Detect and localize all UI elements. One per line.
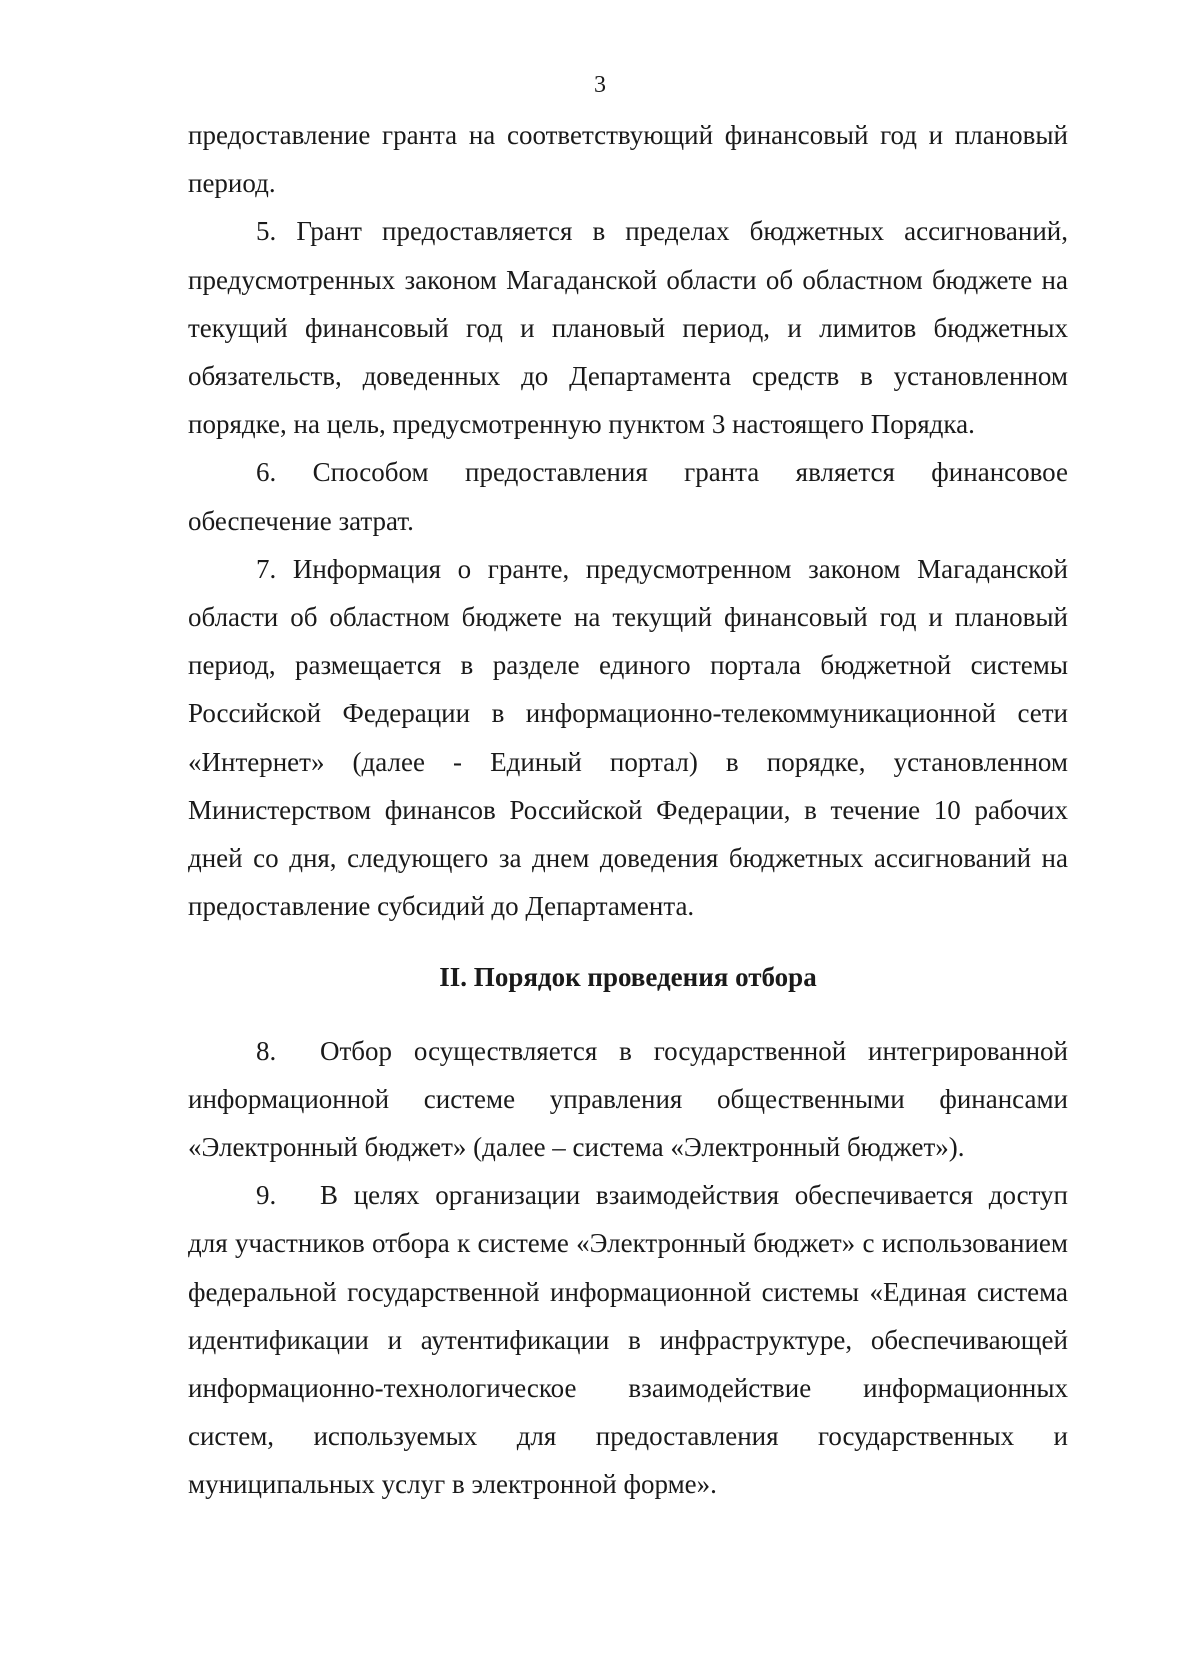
paragraph-continuation: предоставление гранта на соответствующий финансовый год и плановый период. [188, 120, 1068, 199]
section-heading: II. Порядок проведения отбора [439, 962, 817, 993]
paragraph-8 [188, 1027, 1068, 1172]
document-body [188, 111, 1068, 1509]
paragraph-7: 7. Информация о гранте, предусмотренном законом Магаданской области об областном бюджете на текущий финансовый год и плановый период, размещается в разделе единого портала бюджетной системы Российской Федерации в информационно-телекоммуникационной сети «Интернет» (далее - Единый портал) в порядке, установленном Министерством финансов Российской Федерации, в течение 10 рабочих дней со дня, следующего за днем доведения бюджетных ассигнований на предоставление субсидий до Департамента. [188, 553, 1068, 922]
paragraph-9-number: 9. [256, 1180, 277, 1211]
paragraph-9-text: В целях организации взаимодействия обеспечивается доступ для участников отбора к системе «Электронный бюджет» с использованием федеральной государственной информационной системы «Единая система идентификации и аутентификации в инфраструктуре, обеспечивающей информационно-технологическое взаимодействие информационных систем, используемых для предоставления государственных и муниципальных услуг в электронной форме». [188, 1180, 1068, 1500]
page-number: 3 [594, 72, 606, 98]
paragraph-6: 6. Способом предоставления гранта является финансовое обеспечение затрат. [188, 457, 1068, 536]
paragraph-8-number: 8. [256, 1035, 277, 1066]
paragraph-8-text: Отбор осуществляется в государственной интегрированной информационной системе управления общественными финансами «Электронный бюджет» (далее – система «Электронный бюджет»). [188, 1035, 1068, 1163]
paragraph-5: 5. Грант предоставляется в пределах бюджетных ассигнований, предусмотренных законом Магаданской области об областном бюджете на текущий финансовый год и плановый период, и лимитов бюджетных обязательств, доведенных до Департамента средств в установленном порядке, на цель, предусмотренную пунктом 3 настоящего Порядка. [188, 216, 1068, 440]
paragraph-9 [188, 1171, 1068, 1508]
